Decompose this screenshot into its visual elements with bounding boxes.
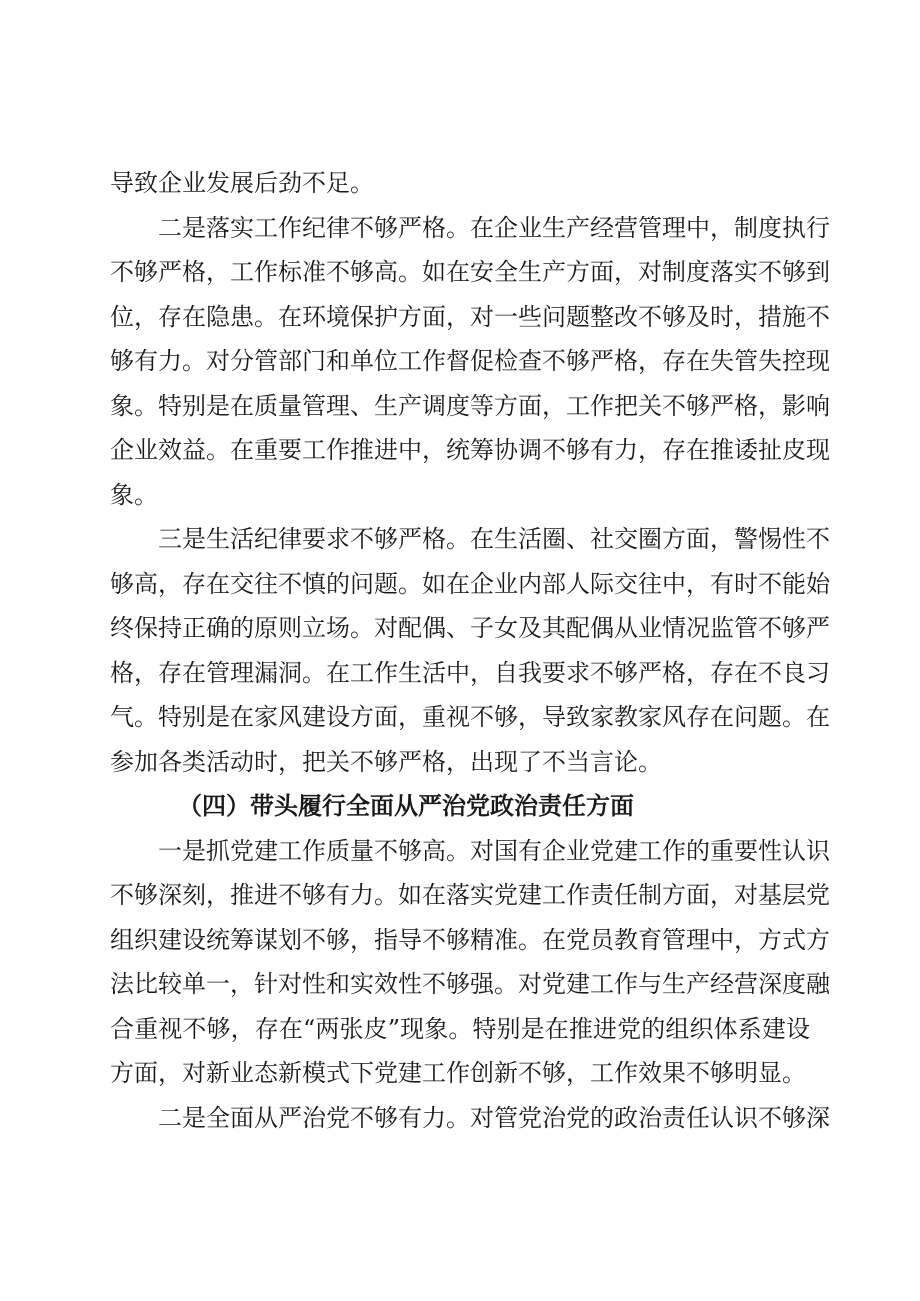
text-line: 终保持正确的原则立场。对配偶、子女及其配偶从业情况监管不够严 bbox=[110, 614, 830, 642]
text-line: 三是生活纪律要求不够严格。在生活圈、社交圈方面，警惕性不 bbox=[158, 525, 830, 553]
text-line: 合重视不够，存在“两张皮”现象。特别是在推进党的组织体系建设 bbox=[110, 1015, 810, 1043]
text-line: 象。 bbox=[110, 481, 158, 509]
text-line: 够有力。对分管部门和单位工作督促检查不够严格，存在失管失控现 bbox=[110, 347, 830, 375]
text-line: 气。特别是在家风建设方面，重视不够，导致家教家风存在问题。在 bbox=[110, 703, 830, 731]
text-line: 够高，存在交往不慎的问题。如在企业内部人际交往中，有时不能始 bbox=[110, 570, 830, 598]
text-line: 法比较单一，针对性和实效性不够强。对党建工作与生产经营深度融 bbox=[110, 970, 830, 998]
text-line: 格，存在管理漏洞。在工作生活中，自我要求不够严格，存在不良习 bbox=[110, 659, 830, 687]
text-line: 位，存在隐患。在环境保护方面，对一些问题整改不够及时，措施不 bbox=[110, 303, 830, 331]
text-line: 组织建设统筹谋划不够，指导不够精准。在党员教育管理中，方式方 bbox=[110, 926, 830, 954]
text-line: 二是全面从严治党不够有力。对管党治党的政治责任认识不够深 bbox=[158, 1104, 830, 1132]
text-line: 导致企业发展后劲不足。 bbox=[110, 169, 374, 197]
text-line: 参加各类活动时，把关不够严格，出现了不当言论。 bbox=[110, 748, 662, 776]
text-line: 二是落实工作纪律不够严格。在企业生产经营管理中，制度执行 bbox=[158, 214, 830, 242]
text-line: 象。特别是在质量管理、生产调度等方面，工作把关不够严格，影响 bbox=[110, 392, 830, 420]
text-line: 不够深刻，推进不够有力。如在落实党建工作责任制方面，对基层党 bbox=[110, 881, 830, 909]
text-line: 不够严格，工作标准不够高。如在安全生产方面，对制度落实不够到 bbox=[110, 258, 830, 286]
section-heading: （四）带头履行全面从严治党政治责任方面 bbox=[178, 791, 634, 820]
text-line: 方面，对新业态新模式下党建工作创新不够，工作效果不够明显。 bbox=[110, 1059, 806, 1087]
text-line: 企业效益。在重要工作推进中，统筹协调不够有力，存在推诿扯皮现 bbox=[110, 436, 830, 464]
text-line: 一是抓党建工作质量不够高。对国有企业党建工作的重要性认识 bbox=[158, 837, 830, 865]
